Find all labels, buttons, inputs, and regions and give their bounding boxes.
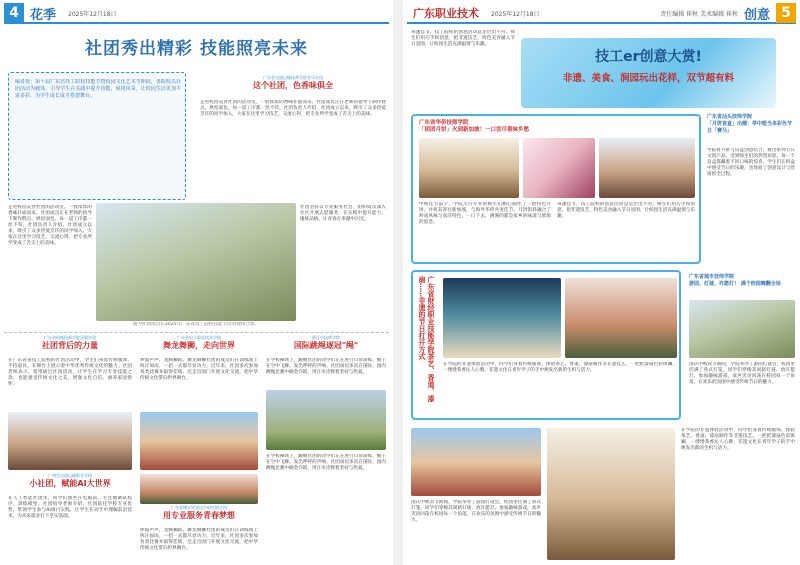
side-column-body: 学院将月饼与盲盒创意结合，推出系列节日文创产品，受到师生们的热烈欢迎。每一个盲盒都藏着不同口味的惊喜，学生们在拆盒中感受节日的乐趣，也体验了创意设计与营销的全过程。 [707, 148, 795, 177]
card-intangible-heritage [411, 270, 681, 420]
page-header [4, 4, 389, 24]
banner-line-2: 非遗、美食、涧园玩出花样，双节超有料 [562, 73, 734, 84]
article-6-body: 锣鼓声声，龙腾狮跃。舞龙舞狮社团的成员们在训练场上挥汗如雨，一招一式都尽显功力。近年来，社团多次参加各类比赛并取得佳绩，还走出国门开展文化交流，把中华传统文化带向世界舞台。 [140, 528, 258, 551]
page-number-right: 5 [776, 3, 796, 23]
bottom-text-2: 在学院的非遗体验活动中，同学们身着传统服饰，体验茶艺、香道、漆扇制作等非遗技艺。一把把漆扇色彩斑斓，一缕缕茶香沁人心脾，非遗文化在青年学子的手中焕发出新的生机与活力。 [681, 428, 795, 451]
article-6-kicker: 广东省城乡规划设计研究院社团 [171, 505, 227, 510]
page-intro-text: 每逢佳节，技工院校的创意活动总是层出不穷。师生们用巧手和创意，把非遗技艺、特色美食融入节日氛围，让校园生活充满温情与乐趣。 [411, 30, 515, 47]
article-3-title: 舞龙舞狮，走向世界 [163, 340, 235, 350]
photo-lacquer-fans [565, 278, 677, 358]
photo-1-caption: 图为社团成员在2025年广东省技工院校技能节活动现场合影。 [132, 322, 260, 327]
article-2-body: 在广东省某技工院校的社团活动中，学生们身着传统服饰，手持道具，在舞台上展示着中华优秀传统文化的魅力。社团老师表示，希望通过社团活动，让学生在学习专业技能之余，也能感受传统文化之美，增强文化自信，涵养家国情怀。 [8, 358, 132, 387]
article-1-continued: 走进校园美食社团的活动室，一股浓浓的香味扑面而来。社团成员正在老师的指导下制作糕点、烘焙面包，每一道工序都一丝不苟。社团负责人介绍，社团成立以来，吸引了众多热爱烹饪的同学加入，大家在这里学习技艺、交流心得，把专业所学变成了舌尖上的美味。 [8, 205, 92, 246]
card-2-body: 在学院的非遗体验活动中，同学们身着传统服饰，体验茶艺、香道、漆扇制作等非遗技艺。一把把漆扇色彩斑斓，一缕缕茶香沁人心脾，非遗文化在青年学子的手中焕发出新的生机与活力。 [443, 362, 677, 373]
issue-date: 2025年12月18日 [68, 10, 117, 18]
photo-wishing-lanterns [547, 428, 675, 560]
article-3-body: 锣鼓声声，龙腾狮跃。舞龙舞狮社团的成员们在训练场上挥汗如雨，一招一式都尽显功力。近年来，社团多次参加各类比赛并取得佳绩，还走出国门开展文化交流，把中华传统文化带向世界舞台。 [140, 358, 258, 381]
article-1-title: 这个社团，色香味俱全 [253, 80, 333, 90]
card-1-title: 广东省华侨技师学院 「团团月饼」火到新加坡！一口尝尽着味乡愁 [419, 120, 530, 133]
newspaper-name: 广东职业技术 [413, 7, 479, 20]
photo-mooncakes [419, 138, 519, 198]
card-1-body-2: 每逢佳节，技工院校的创意活动总是层出不穷。师生们用巧手和创意，把非遗技艺、特色美食融入节日氛围，让校园生活充满温情与乐趣。 [557, 202, 695, 219]
card-1-body: 中秋佳节前夕，学院烹饪专业的师生们精心制作了一批特色月饼，并将其寄往新加坡，与海外华侨共度佳节。月饼馅料融合了岭南风味与南洋特色，一口下去，满满的都是家乡的味道与浓浓的思念。 [419, 202, 551, 225]
article-4-body: 在人工智能社团里，同学们围坐在电脑前，专注地调试程序、训练模型。社团指导老师介绍，社团依托学校专业优势，带领学生参与AI项目实践，让学生在动手中理解前沿技术，为未来就业打下坚实基础。 [8, 496, 132, 519]
article-1-body: 走进校园美食社团的活动室，一股浓浓的香味扑面而来。社团成员正在老师的指导下制作糕点、烘焙面包，每一道工序都一丝不苟。社团负责人介绍，社团成立以来，吸引了众多热爱烹饪的同学加入，大家在这里学习技艺、交流心得，把专业所学变成了舌尖上的美味。 [200, 100, 386, 117]
photo-costume-performance [8, 412, 132, 470]
card-2-vertical-title: 广东省财经职业技能学院茶艺、香道、漆扇……非遗的节日打开方式 [418, 276, 435, 402]
article-4-header [8, 474, 132, 488]
feature-banner [521, 38, 776, 108]
photo-campus-fair [689, 300, 795, 358]
photo-lion-dance [140, 412, 258, 470]
card-3-title: 广东省城市技师学院 游园、灯谜、许愿灯！ 满个校园嗨翻全场 [689, 274, 781, 287]
editor-info: 责任编辑 崔秋 美术编辑 崔秋 [660, 10, 738, 18]
banner-line-1: 技工er创意大赏! [595, 49, 702, 65]
card-mooncake [411, 114, 701, 264]
issue-date-right: 2025年12月18日 [491, 10, 540, 18]
article-6-title: 用专业服务青春梦想 [163, 510, 235, 520]
page-gutter [393, 0, 403, 565]
photo-lantern-riddles [411, 428, 541, 496]
article-1-continued-right: 社团坚持以专业服务社会，组织成员深入社区开展志愿服务，在实践中提升能力、锤炼品格，让青春在奉献中闪光。 [300, 205, 386, 222]
bottom-text-1: 国庆中秋双节期间，学院举办了游园灯谜会，校园里挂满了各式灯笼，同学们穿梭其间猜灯谜、放许愿灯、参加趣味游戏，欢声笑语回荡在校园每一个角落，在欢乐的氛围中感受传统节日的魅力。 [411, 500, 541, 523]
article-1-header [200, 76, 386, 90]
side-column-title: 广东省汕头技师学院 「月饼盲盒」出圈：萃中能当多彩色节日「赛马」 [707, 114, 793, 134]
article-6-header [140, 506, 258, 520]
article-4-kicker: 广州市交通运输职业学校 [48, 473, 92, 478]
group-photo-campus [96, 203, 296, 321]
newspaper-page-4 [0, 0, 393, 565]
divider [4, 332, 389, 333]
article-5-body: 在学校操场上，跳绳社团的同学们正在进行日常训练，绳子在空中飞舞，发出呼呼的声响。社团成员多次在国际、国内跳绳比赛中摘金夺银，用汗水诠释着坚持与热爱。 [266, 358, 386, 375]
editor-note-text: 编者按：第十届广东省技工院校技能节暨校园文化艺术节期间，各院校以社团活动为载体，引导学生在实践中提升技能、展现风采，让校园生活更加丰富多彩，为学生成长成才搭建舞台。 [15, 79, 181, 99]
card-3-body: 国庆中秋双节期间，学院举办了游园灯谜会，校园里挂满了各式灯笼，同学们穿梭其间猜灯谜、放许愿灯、参加趣味游戏，欢声笑语回荡在校园每一个角落，在欢乐的氛围中感受传统节日的魅力。 [689, 362, 795, 385]
page-headline: 社团秀出精彩 技能照亮未来 [85, 39, 308, 59]
photo-lanterns-night [443, 278, 561, 358]
photo-pastries [523, 138, 595, 198]
article-5-title: 国际跳绳逐冠"绳" [293, 340, 359, 350]
article-3-header [140, 336, 258, 350]
photo-jump-rope [266, 390, 386, 450]
newspaper-page-5 [403, 0, 800, 565]
article-2-kicker: 广东省机械技师学院汉服社团 [44, 335, 96, 340]
photo-chef-portrait [599, 138, 695, 198]
article-3-kicker: 广东省电子职业技术学校 [177, 335, 221, 340]
page-header-right [407, 4, 796, 24]
section-name-right: 创意 [743, 7, 770, 23]
article-5-continued: 在学校操场上，跳绳社团的同学们正在进行日常训练，绳子在空中飞舞，发出呼呼的声响。社团成员多次在国际、国内跳绳比赛中摘金夺银，用汗水诠释着坚持与热爱。 [266, 454, 386, 471]
editor-note-box [8, 72, 186, 200]
page-number: 4 [4, 3, 24, 23]
article-2-header [8, 336, 132, 350]
article-1-kicker: 广东省交通运输技师学院音乐社团 [263, 75, 323, 80]
article-5-kicker: 湛江市技师学院 [312, 335, 340, 340]
article-5-header [266, 336, 386, 350]
photo-club-members [140, 474, 258, 504]
article-2-title: 社团背后的力量 [42, 340, 98, 350]
article-4-title: 小社团，赋能AI大世界 [29, 478, 111, 488]
section-name: 花季 [30, 7, 57, 23]
